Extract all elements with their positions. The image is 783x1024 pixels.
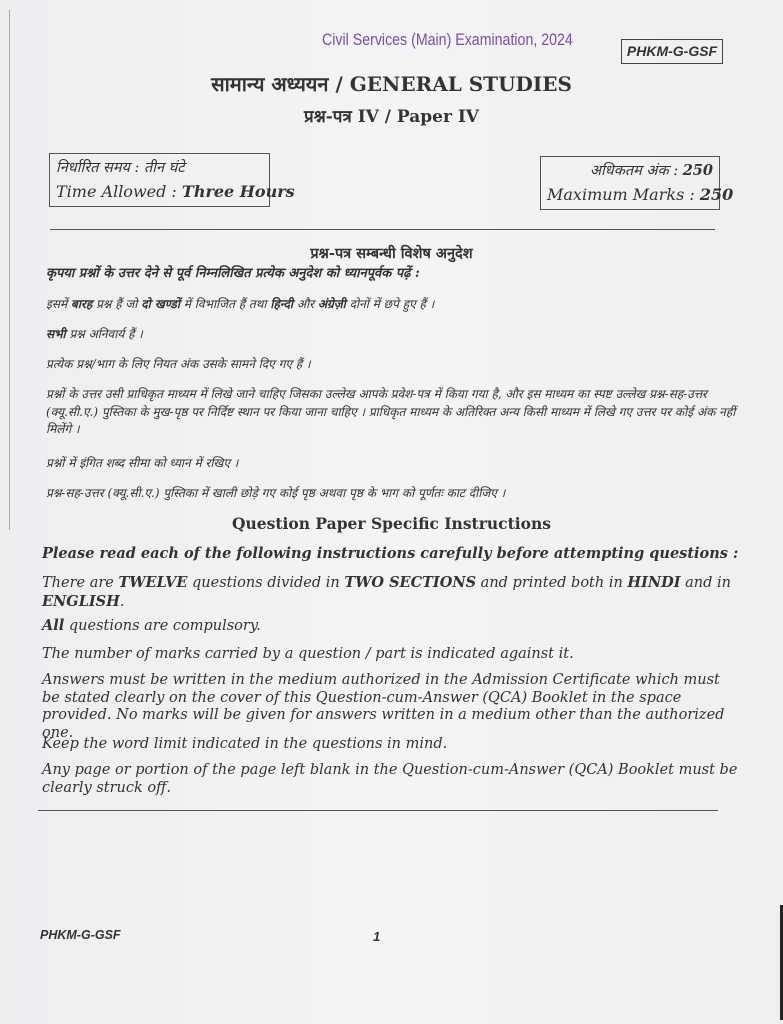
text-bold: ENGLISH: [42, 592, 120, 610]
text-bold: All: [42, 617, 65, 634]
text-bold: HINDI: [627, 574, 681, 591]
text: questions divided in: [187, 575, 345, 591]
divider-top: [50, 229, 715, 230]
english-instruction-4: Answers must be written in the medium authorized in the Admission Certificate which must be stated clearly on the cover of this Question-cum-Answer (QCA) Booklet in the space provided. No marks will be given for answers written in a medium other than the authorized one.: [42, 672, 725, 741]
text: और: [293, 297, 318, 311]
page-number: 1: [373, 929, 381, 944]
text-bold: सभी: [46, 327, 66, 341]
time-allowed-hindi: [56, 156, 263, 180]
english-instructions-intro: Please read each of the following instructions carefully before attempting questions :: [42, 545, 739, 562]
text: .: [119, 593, 125, 610]
text-bold: TWELVE: [118, 574, 188, 591]
time-english-value: Three Hours: [181, 182, 295, 201]
english-instruction-2: [42, 617, 742, 636]
marks-hindi-value: 250: [682, 162, 713, 179]
text-bold: दो खण्डों: [141, 297, 180, 311]
footer-paper-code: PHKM-G-GSF: [40, 928, 121, 942]
subject-title: सामान्य अध्ययन / GENERAL STUDIES: [211, 72, 572, 96]
paper-code-box: PHKM-G-GSF: [621, 39, 723, 64]
hindi-instructions-intro: कृपया प्रश्नों के उत्तर देने से पूर्व निम्नलिखित प्रत्येक अनुदेश को ध्यानपूर्वक पढ़ें :: [46, 266, 420, 281]
hindi-instruction-5: प्रश्नों में इंगित शब्द सीमा को ध्यान में रखिए ।: [46, 456, 239, 470]
marks-hindi: [547, 159, 713, 183]
text: दोनों में छपे हुए हैं ।: [345, 297, 435, 311]
text: There are: [42, 575, 119, 591]
marks-english-label: Maximum Marks :: [547, 185, 700, 204]
marks-hindi-label: अधिकतम अंक :: [589, 163, 683, 179]
text: प्रश्न हैं जो: [92, 297, 142, 311]
maximum-marks-box: [540, 156, 734, 210]
text: questions are compulsory.: [64, 618, 261, 634]
time-hindi-value: तीन घंटे: [144, 160, 185, 176]
english-instruction-3: The number of marks carried by a question / part is indicated against it.: [42, 646, 574, 662]
text: and printed both in: [476, 575, 628, 591]
english-instruction-1: [42, 574, 742, 611]
marks-english-value: 250: [699, 185, 734, 204]
divider-bottom: [38, 810, 718, 811]
text: and in: [680, 575, 731, 591]
time-english-label: Time Allowed :: [56, 182, 182, 201]
text-bold: अंग्रेज़ी: [317, 297, 346, 311]
hindi-instruction-6: प्रश्न-सह-उत्तर (क्यू.सी.ए.) पुस्तिका में खाली छोड़े गए कोई पृष्ठ अथवा पृष्ठ के भाग को पूर्णतः काट दीजिए ।: [46, 486, 506, 500]
text-bold: बारह: [71, 297, 93, 311]
marks-english: [547, 183, 734, 207]
time-allowed-english: [56, 180, 295, 204]
paper-title: प्रश्न-पत्र IV / Paper IV: [304, 107, 479, 127]
exam-title: Civil Services (Main) Examination, 2024: [322, 31, 573, 49]
hindi-instructions-heading: प्रश्न-पत्र सम्बन्धी विशेष अनुदेश: [310, 245, 473, 262]
english-instructions-heading: Question Paper Specific Instructions: [232, 514, 551, 533]
hindi-instruction-3: प्रत्येक प्रश्न/भाग के लिए नियत अंक उसके सामने दिए गए हैं ।: [46, 357, 311, 371]
hindi-instruction-2: [46, 326, 736, 344]
text: में विभाजित हैं तथा: [179, 297, 271, 311]
hindi-instruction-4: प्रश्नों के उत्तर उसी प्राधिकृत माध्यम में लिखे जाने चाहिए जिसका उल्लेख आपके प्रवेश-पत्र में किया गया है, और इस माध्यम का स्पष्ट उल्लेख प्रश्न-सह-उत्तर (क्यू.सी.ए.) पुस्तिका के मुख-पृष्ठ पर निर्दिष्ट स्थान पर किया जाना चाहिए । प्राधिकृत माध्यम के अतिरिक्त अन्य किसी माध्यम में लिखे गए उत्तर पर कोई अंक नहीं मिलेंगे ।: [46, 387, 736, 436]
english-instruction-6: Any page or portion of the page left blank in the Question-cum-Answer (QCA) Booklet must be clearly struck off.: [42, 762, 738, 796]
text: प्रश्न अनिवार्य हैं ।: [65, 327, 143, 341]
english-instruction-5: Keep the word limit indicated in the questions in mind.: [42, 736, 448, 752]
time-allowed-box: [49, 153, 295, 207]
text-bold: TWO SECTIONS: [344, 574, 477, 591]
hindi-instruction-1: [46, 296, 736, 314]
text: इसमें: [46, 297, 71, 311]
text-bold: हिन्दी: [270, 297, 294, 311]
time-hindi-label: निर्धारित समय :: [56, 160, 145, 176]
